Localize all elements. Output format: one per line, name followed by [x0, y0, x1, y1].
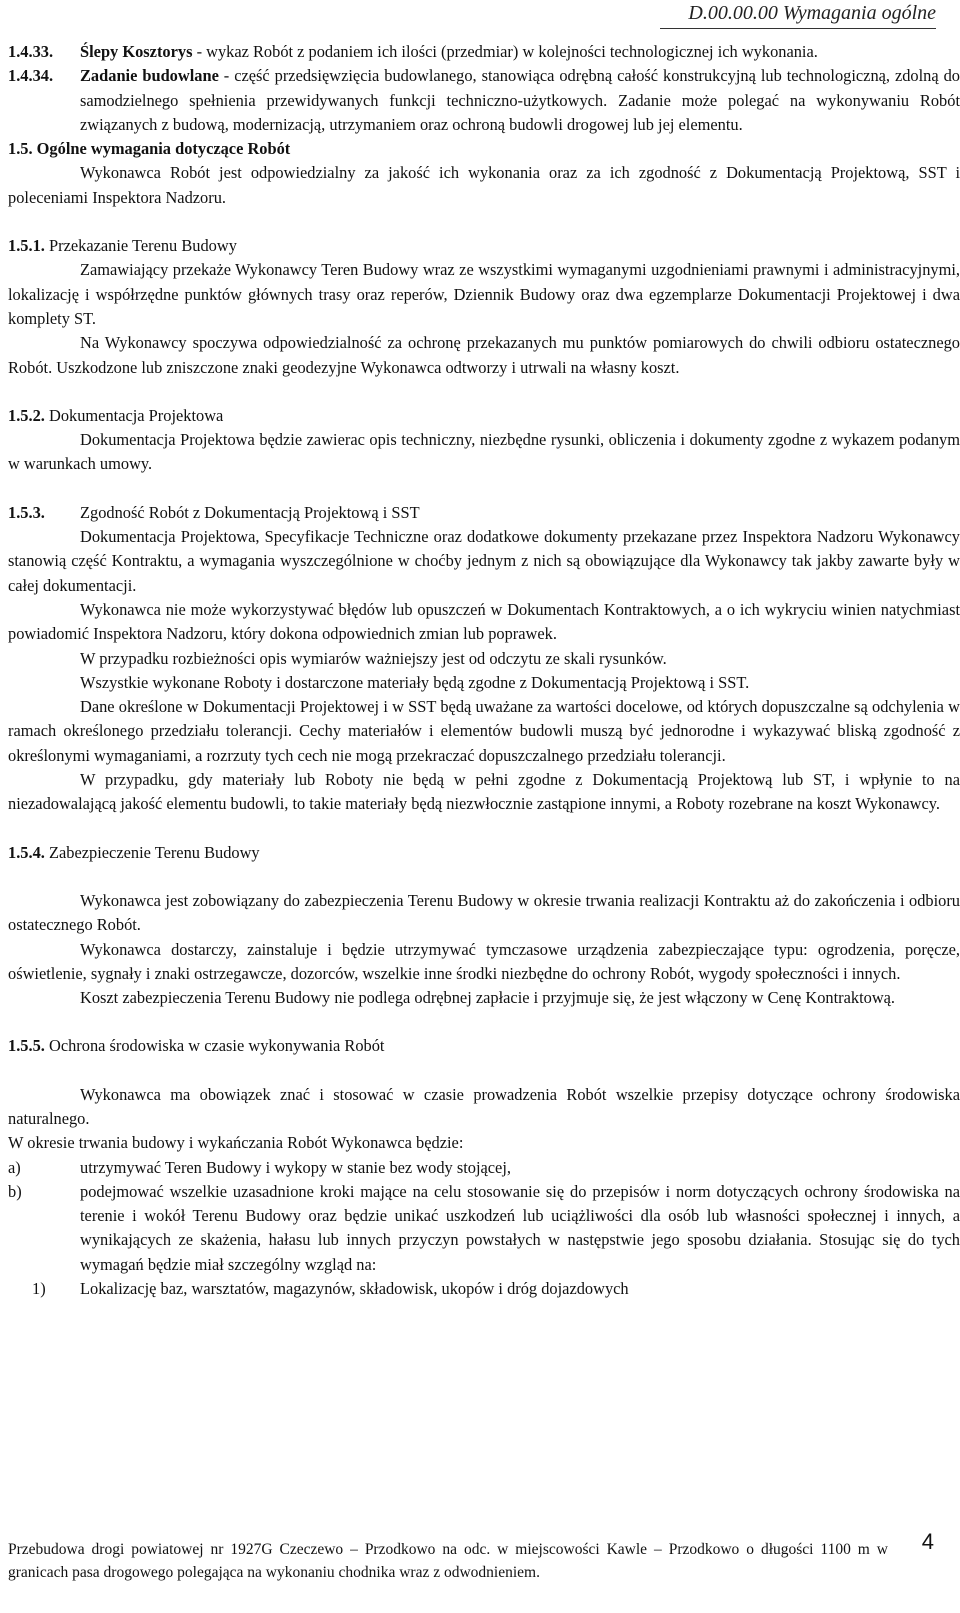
definition-term: Zadanie budowlane — [80, 66, 219, 86]
list-item — [8, 1180, 960, 1277]
definition-1-4-34 — [8, 64, 960, 137]
paragraph: Zamawiający przekaże Wykonawcy Teren Budowy wraz ze wszystkimi wymaganymi uzgodnieniami prawnymi i administracyjnymi, lokalizację i współrzędne punktów głównych trasy oraz reperów, Dziennik Budowy oraz dwa egzemplarze Dokumentacji Projektowej i dwa komplety ST. — [8, 260, 960, 328]
section-number: 1.5.4. — [8, 842, 45, 862]
section-heading-1-5-4 — [8, 841, 960, 865]
definition-body: - część przedsięwzięcia budowlanego, stanowiąca odrębną całość konstrukcyjną lub technologiczną, zdolną do samodzielnego spełnienia przewidywanych funkcji techniczno-użytkowych. Zadanie może polegać na wykonywaniu Robót związanych z budową, modernizacją, utrzymaniem oraz ochroną budowli drogowej lub jej elementu. — [80, 66, 960, 134]
paragraph: Wykonawca jest zobowiązany do zabezpieczenia Terenu Budowy w okresie trwania realizacji Kontraktu aż do zakończenia i odbioru ostatecznego Robót. — [8, 890, 960, 935]
section-heading-text: 1.5. Ogólne wymagania dotyczące Robót — [8, 139, 291, 159]
paragraph: Na Wykonawcy spoczywa odpowiedzialność za ochronę przekazanych mu punktów pomiarowych do chwili odbioru ostatecznego Robót. Uszkodzone lub zniszczone znaki geodezyjne Wykonawca odtworzy i utrwali na własny koszt. — [8, 333, 960, 377]
list-text: utrzymywać Teren Budowy i wykopy w stanie bez wody stojącej, — [80, 1157, 511, 1177]
header-rule — [660, 28, 936, 29]
paragraph: W okresie trwania budowy i wykańczania Robót Wykonawca będzie: — [8, 1133, 464, 1153]
paragraph: Dokumentacja Projektowa, Specyfikacje Techniczne oraz dodatkowe dokumenty przekazane przez Inspektora Nadzoru Wykonawcy stanowią część Kontraktu, a wymagania wyszczególnione w choćby jednym z nich są obowiązujące dla Wykonawcy tak jakby zawarte były w całej dokumentacji. — [8, 527, 960, 595]
section-title: Zgodność Robót z Dokumentacją Projektową i SST — [80, 502, 420, 522]
paragraph: Wykonawca nie może wykorzystywać błędów lub opuszczeń w Dokumentach Kontraktowych, a o ich wykryciu winien natychmiast powiadomić Inspektora Nadzoru, który dokona odpowiednich zmian lub poprawek. — [8, 599, 960, 644]
paragraph: Wykonawca dostarczy, zainstaluje i będzie utrzymywać tymczasowe urządzenia zabezpieczające typu: ogrodzenia, poręcze, oświetlenie, sygnały i znaki ostrzegawcze, dozorców, wszelkie inne środki niezbędne do ochrony Robót, wygody społeczności i innych. — [8, 939, 960, 983]
section-heading-1-5-2 — [8, 404, 960, 428]
list-label: b) — [8, 1181, 22, 1201]
paragraph: W przypadku rozbieżności opis wymiarów ważniejszy jest od odczytu ze skali rysunków. — [80, 648, 667, 668]
page-number: 4 — [921, 1529, 934, 1554]
page-footer: Przebudowa drogi powiatowej nr 1927G Czeczewo – Przodkowo na odc. w miejscowości Kawle – Przodkowo o długości 1100 m w granicach pasa drogowego polegająca na wykonaniu chodnika wraz z odwodnieniem. — [8, 1541, 888, 1581]
section-number: 1.5.3. — [8, 502, 45, 522]
section-heading-1-5 — [8, 137, 960, 161]
list-label: a) — [8, 1157, 21, 1177]
definition-body: - wykaz Robót z podaniem ich ilości (przedmiar) w kolejności technologicznej ich wykonania. — [192, 42, 818, 61]
sub-list-item — [8, 1277, 960, 1301]
section-heading-1-5-5 — [8, 1034, 960, 1058]
paragraph: Koszt zabezpieczenia Terenu Budowy nie podlega odrębnej zapłacie i przyjmuje się, że jest włączony w Cenę Kontraktową. — [80, 988, 896, 1008]
section-number: 1.5.2. — [8, 405, 45, 425]
section-title: Zabezpieczenie Terenu Budowy — [49, 842, 260, 862]
document-body — [8, 40, 960, 1301]
paragraph: Wykonawca Robót jest odpowiedzialny za jakość ich wykonania oraz za ich zgodność z Dokumentacją Projektową, SST i poleceniami Inspektora Nadzoru. — [8, 163, 960, 207]
paragraph: Dokumentacja Projektowa będzie zawierac opis techniczny, niezbędne rysunki, obliczenia i dokumenty zgodne z wykazem podanym w warunkach umowy. — [8, 430, 960, 474]
definition-term: Ślepy Kosztorys — [80, 42, 193, 61]
list-text: Lokalizację baz, warsztatów, magazynów, składowisk, ukopów i dróg dojazdowych — [80, 1279, 629, 1299]
list-item — [8, 1156, 960, 1180]
list-text: podejmować wszelkie uzasadnione kroki mające na celu stosowanie się do przepisów i norm dotyczących ochrony środowiska na terenie i wokół Terenu Budowy oraz będzie unikać uszkodzeń lub uciążliwości dla osób lub własności społecznej i innych, a wynikających ze skażenia, hałasu lub innych przyczyn powstałych w następstwie jego sposobu działania. Stosując się do tych wymagań będzie miał szczególny wzgląd na: — [80, 1181, 960, 1274]
definition-number: 1.4.34. — [8, 66, 54, 86]
definition-text — [80, 64, 960, 137]
section-number: 1.5.1. — [8, 236, 45, 256]
definition-number: 1.4.33. — [8, 42, 54, 61]
paragraph: W przypadku, gdy materiały lub Roboty nie będą w pełni zgodne z Dokumentacją Projektową lub ST, i wpłynie to na niezadowalającą jakość elementu budowli, to takie materiały będą niezwłocznie zastąpione innymi, a Roboty rozebrane na koszt Wykonawcy. — [8, 770, 960, 814]
section-heading-1-5-3 — [8, 501, 960, 525]
section-heading-1-5-1 — [8, 234, 960, 258]
paragraph: Wszystkie wykonane Roboty i dostarczone materiały będą zgodne z Dokumentacją Projektową i SST. — [80, 672, 750, 692]
definition-1-4-33 — [8, 40, 960, 64]
list-label: 1) — [32, 1279, 46, 1299]
section-title: Dokumentacja Projektowa — [49, 405, 224, 425]
paragraph: Wykonawca ma obowiązek znać i stosować w czasie prowadzenia Robót wszelkie przepisy dotyczące ochrony środowiska naturalnego. — [8, 1084, 960, 1128]
paragraph: Dane określone w Dokumentacji Projektowej i w SST będą uważane za wartości docelowe, od których dopuszczalne są odchylenia w ramach określonego przedziału tolerancji. Cechy materiałów i elementów budowli muszą być jednorodne i wykazywać bliską zgodność z określonymi wymaganiami, a rozrzuty tych cech nie mogą przekraczać dopuszczalnego przedziału tolerancji. — [8, 697, 960, 765]
definition-text — [80, 40, 960, 64]
section-title: Ochrona środowiska w czasie wykonywania Robót — [49, 1036, 385, 1056]
section-title: Przekazanie Terenu Budowy — [49, 236, 237, 256]
running-header: D.00.00.00 Wymagania ogólne — [688, 2, 936, 24]
section-number: 1.5.5. — [8, 1036, 45, 1056]
